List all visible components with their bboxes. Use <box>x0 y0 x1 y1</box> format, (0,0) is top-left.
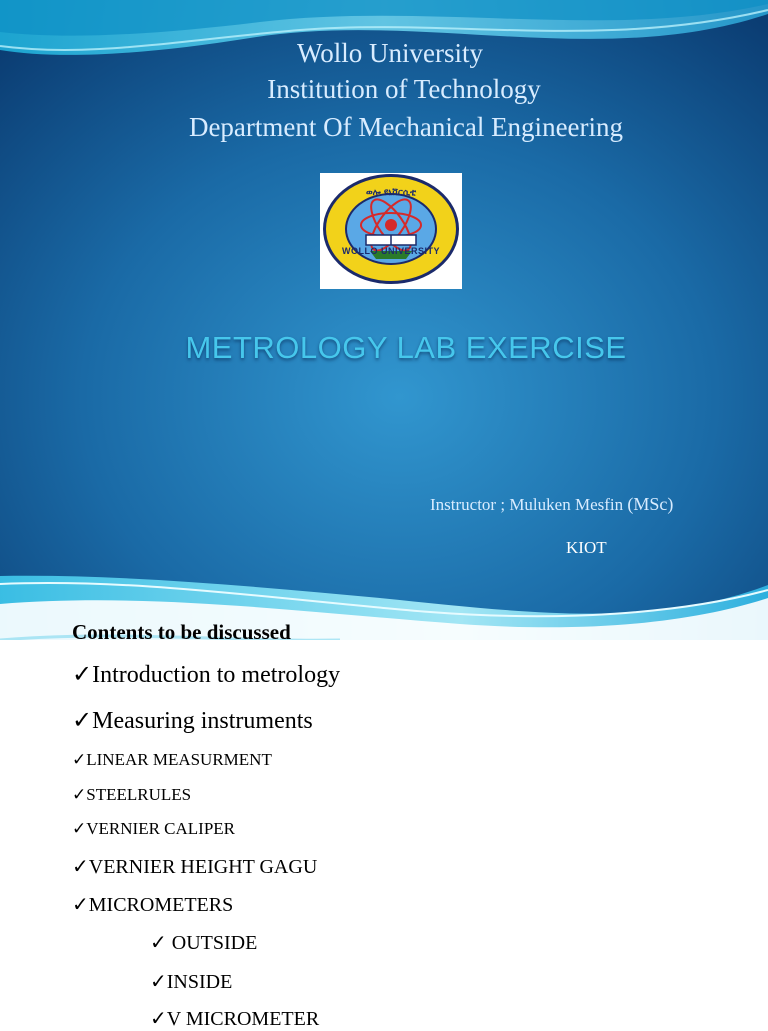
checkmark-icon: ✓ <box>72 892 89 916</box>
instructor-name: Instructor ; Muluken Mesfin <box>430 495 628 514</box>
list-item: ✓INSIDE <box>150 969 233 993</box>
checkmark-icon: ✓ <box>72 785 87 805</box>
list-item: ✓Measuring instruments <box>72 706 313 734</box>
logo-script-text: ወሎ ዩኒቨርሲቲ <box>365 188 417 198</box>
lab-title: METROLOGY LAB EXERCISE <box>185 330 627 365</box>
university-name: Wollo University <box>296 38 484 68</box>
instructor-line <box>430 494 673 515</box>
list-item: ✓VERNIER HEIGHT GAGU <box>72 854 318 878</box>
checkmark-icon: ✓ <box>72 660 93 688</box>
checkmark-icon: ✓ <box>72 706 93 734</box>
checkmark-icon: ✓ <box>72 854 89 878</box>
list-item: ✓MICROMETERS <box>72 892 234 916</box>
checkmark-icon: ✓ <box>150 930 167 954</box>
checkmark-icon: ✓ <box>150 1006 167 1030</box>
list-item: ✓V MICROMETER <box>150 1006 320 1030</box>
list-item: ✓VERNIER CALIPER <box>72 819 235 839</box>
list-item: ✓Introduction to metrology <box>72 660 341 688</box>
institution-name: Institution of Technology <box>267 74 541 104</box>
contents-heading: Contents to be discussed <box>72 620 291 644</box>
affiliation: KIOT <box>566 538 607 557</box>
checkmark-icon: ✓ <box>72 750 87 770</box>
list-item: ✓LINEAR MEASURMENT <box>72 750 272 770</box>
list-item: ✓STEELRULES <box>72 785 192 805</box>
list-item: ✓ OUTSIDE <box>150 930 258 954</box>
instructor-degree: (MSc) <box>627 494 674 514</box>
checkmark-icon: ✓ <box>72 819 87 839</box>
checkmark-icon: ✓ <box>150 969 167 993</box>
logo-text: WOLLO UNIVERSITY <box>342 246 440 256</box>
department-name: Department Of Mechanical Engineering <box>188 112 624 142</box>
